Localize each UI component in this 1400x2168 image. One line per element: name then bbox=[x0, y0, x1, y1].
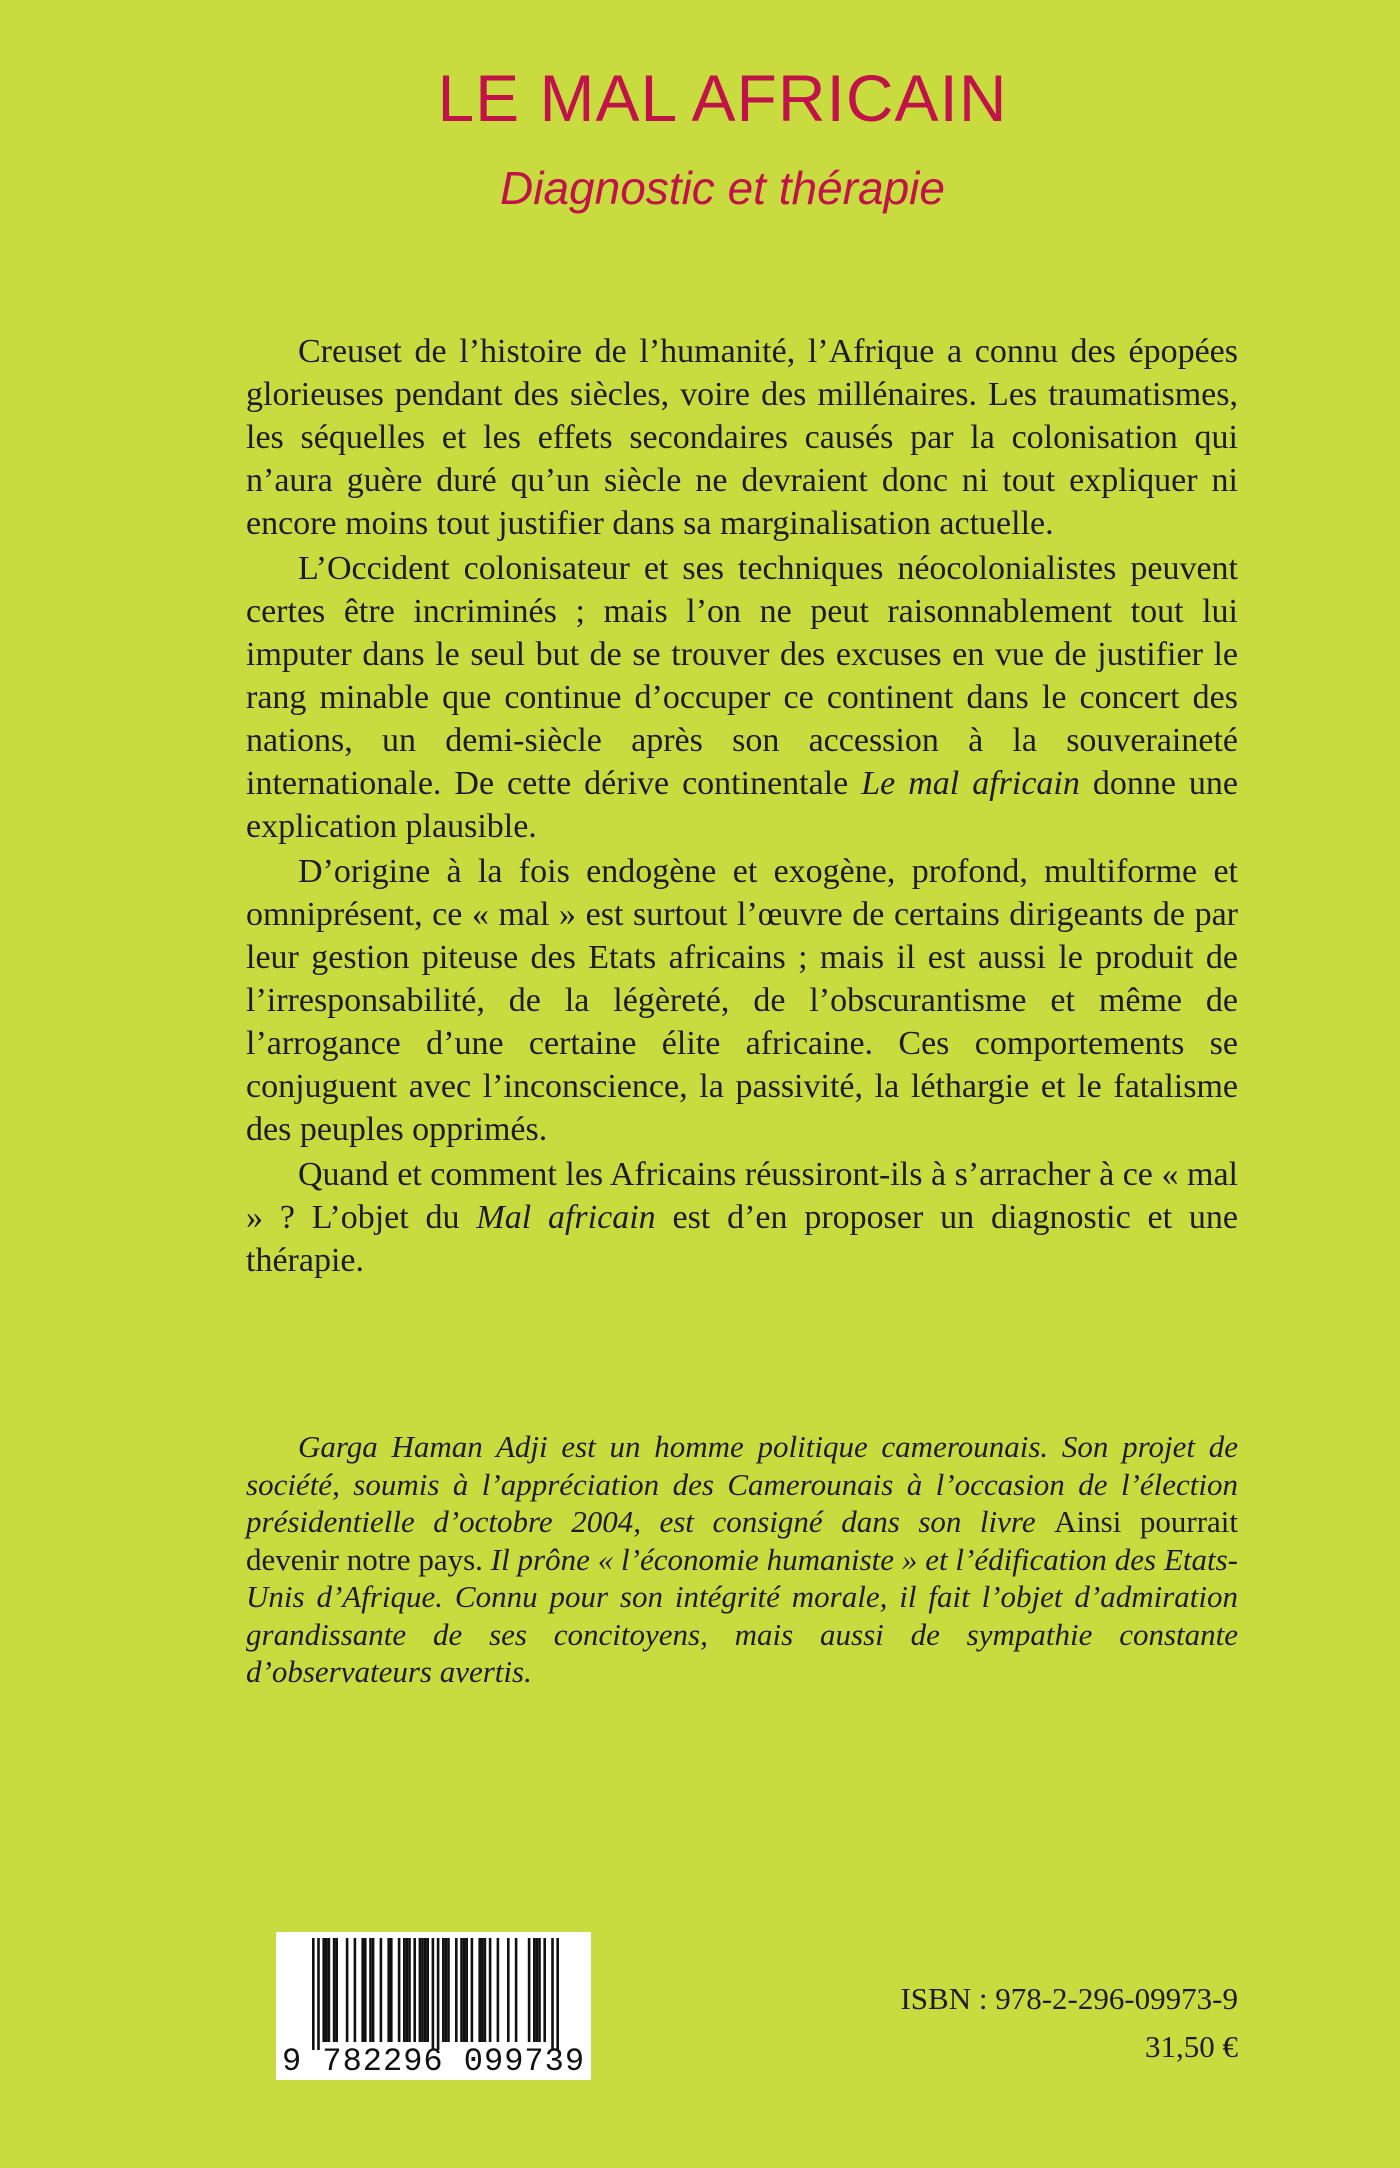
summary-book-reference: Le mal africain bbox=[861, 765, 1080, 802]
barcode-bar bbox=[471, 1938, 474, 2042]
barcode-bar bbox=[437, 1938, 440, 2050]
barcode-bar bbox=[489, 1938, 492, 2042]
barcode-bar bbox=[460, 1938, 463, 2042]
author-bio-paragraph bbox=[246, 1428, 1238, 1691]
barcode-bar bbox=[413, 1938, 416, 2042]
summary-paragraph-2 bbox=[246, 547, 1238, 848]
summary-book-reference-2: Mal africain bbox=[476, 1199, 656, 1236]
barcode-bar bbox=[445, 1938, 448, 2042]
author-bio-text-b: Il prône « l’économie humaniste » et l’édification des Etats-Unis d’Afrique. Connu pour son intégrité morale, il fait l’objet d’admiration grandissante de ses concitoyens, mais aussi de sympathie constante d’observateurs avertis. bbox=[246, 1541, 1238, 1689]
barcode-bar bbox=[463, 1938, 466, 2042]
barcode-bar bbox=[335, 1938, 338, 2042]
barcode-bar bbox=[538, 1938, 541, 2042]
barcode-bar bbox=[424, 1938, 427, 2042]
book-subtitle: Diagnostic et thérapie bbox=[500, 162, 945, 214]
barcode-bar bbox=[361, 1938, 364, 2042]
barcode-bar bbox=[406, 1938, 409, 2042]
barcode-bar bbox=[478, 1938, 481, 2042]
author-previous-book: Ainsi pourrait devenir notre pays. bbox=[246, 1504, 1238, 1577]
barcode-bar bbox=[507, 1938, 510, 2042]
barcode-bar bbox=[322, 1938, 325, 2042]
barcode-bar bbox=[481, 1938, 484, 2042]
barcode-bar bbox=[528, 1938, 531, 2042]
barcode-bar bbox=[465, 1938, 468, 2042]
summary-paragraph-2-text-a: L’Occident colonisateur et ses techniques néocolonialistes peuvent certes être incriminés ; mais l’on ne peut raisonnablement tout lui imputer dans le seul but de se trouver des excuses en vue de justifier le rang minable que continue d’occuper ce continent dans le concert des nations, un demi-siècle après son accession à la souveraineté internationale. De cette dérive continentale bbox=[246, 550, 1238, 802]
barcode-bar bbox=[325, 1938, 328, 2042]
barcode-bar bbox=[346, 1938, 349, 2042]
barcode-bar bbox=[551, 1938, 554, 2050]
barcode-bar bbox=[369, 1938, 372, 2042]
barcode-bar bbox=[515, 1938, 518, 2042]
summary-paragraph-4 bbox=[246, 1153, 1238, 1282]
barcode-bar bbox=[328, 1938, 331, 2042]
book-title: LE MAL AFRICAIN bbox=[437, 61, 1008, 135]
isbn: ISBN : 978-2-296-09973-9 bbox=[900, 1981, 1238, 2016]
summary-paragraph-4-text-a: Quand et comment les Africains réussiront-ils à s’arracher à ce « mal » ? L’objet du bbox=[246, 1156, 1238, 1236]
barcode-bar bbox=[497, 1938, 500, 2042]
summary-text bbox=[246, 330, 1238, 1284]
barcode-bar bbox=[364, 1938, 367, 2042]
barcode-bar bbox=[419, 1938, 422, 2042]
barcode-bar bbox=[398, 1938, 401, 2042]
summary-paragraph-4-text-b: est d’en proposer un diagnostic et une thérapie. bbox=[246, 1199, 1238, 1279]
barcode-bar bbox=[354, 1938, 357, 2042]
author-bio bbox=[246, 1428, 1238, 1691]
barcode-bar bbox=[380, 1938, 383, 2042]
summary-paragraph-2-text-b: donne une explication plausible. bbox=[246, 765, 1238, 845]
barcode-bar bbox=[455, 1938, 458, 2042]
summary-paragraph-3: D’origine à la fois endogène et exogène, profond, multiforme et omniprésent, ce « mal » est surtout l’œuvre de certains dirigeants de par leur gestion piteuse des Etats africains ; mais il est aussi le produit de l’irresponsabilité, de la légèreté, de l’obscurantisme et même de l’arrogance d’une certaine élite africaine. Ces comportements se conjuguent avec l’inconscience, la passivité, la léthargie et le fatalisme des peuples opprimés. bbox=[246, 853, 1238, 1148]
barcode-bar bbox=[372, 1938, 375, 2042]
barcode-bar bbox=[408, 1938, 411, 2042]
barcode-digits: 9 782296 099739 bbox=[281, 2043, 586, 2080]
barcode-bar bbox=[484, 1938, 487, 2042]
barcode-bar bbox=[447, 1938, 450, 2042]
barcode-bar bbox=[317, 1938, 320, 2050]
barcode-bar bbox=[556, 1938, 559, 2050]
summary-paragraph-1: Creuset de l’histoire de l’humanité, l’Afrique a connu des épopées glorieuses pendant des siècles, voire des millénaires. Les traumatismes, les séquelles et les effets secondaires causés par la colonisation qui n’aura guère duré qu’un siècle ne devraient donc ni tout expliquer ni encore moins tout justifier dans sa marginalisation actuelle. bbox=[246, 333, 1238, 542]
author-bio-text-a: Garga Haman Adji est un homme politique camerounais. Son projet de société, soumis à l’appréciation des Camerounais à l’occasion de l’élection présidentielle d’octobre 2004, est consigné dans son livre bbox=[246, 1429, 1238, 1539]
price: 31,50 € bbox=[1145, 2029, 1238, 2064]
barcode-bar bbox=[312, 1938, 315, 2050]
barcode-bar bbox=[403, 1938, 406, 2042]
barcode-bar bbox=[387, 1938, 390, 2042]
barcode-bar bbox=[543, 1938, 546, 2042]
barcode-bar bbox=[426, 1938, 429, 2042]
barcode-bar bbox=[421, 1938, 424, 2042]
barcode-bar bbox=[536, 1938, 539, 2042]
barcode-bar bbox=[333, 1938, 336, 2042]
barcode-bar bbox=[533, 1938, 536, 2042]
barcode bbox=[276, 1932, 591, 2080]
barcode-bar bbox=[432, 1938, 435, 2050]
barcode-bar bbox=[442, 1938, 445, 2042]
barcode-bar bbox=[390, 1938, 393, 2042]
